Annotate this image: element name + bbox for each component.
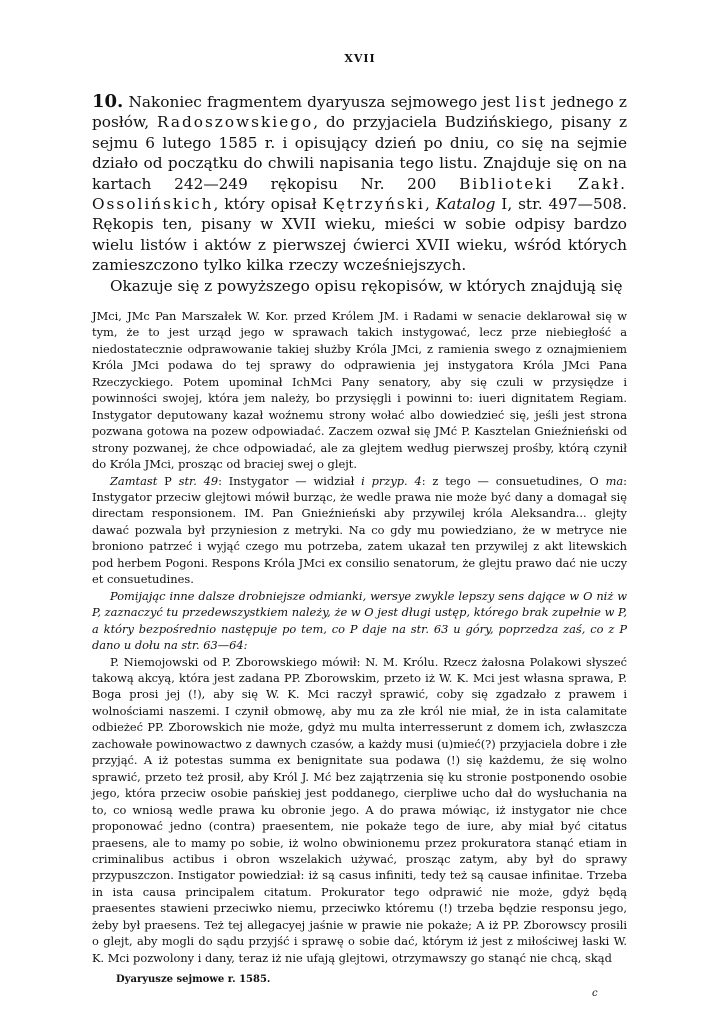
footnote-paragraph-1: JMci, JMc Pan Marszałek W. Kor. przed Królem JM. i Radami w senacie deklarował się w tym, że to jest urząd jego w sprawach takich instygować, lecz prze niebiegłość a niedostatecznie odprawowanie takiej służby Króla JMci, z ramienia swego z oznajmieniem Króla JMci podawa do tej sprawy do odprawienia jej instygatora Króla JMci Pana Rzeczyckiego. Potem upominał IchMci Pany senatory, aby się czuli w przysiędze i powinności swojej, która jem należy, bo przysięgli i powinni to: iueri dignitatem Regiam. Instygator deputowany kazał woźnemu strony wołać albo dowiedzieć się, jeśli jest strona pozwana gotowa na pozew odpowiadać. Zaczem ozwał się JMć P. Kasztelan Gnieźnieński od strony pozwanej, że chce odpowiadać, ale za glejtem według pierwszej prośby, którą czynił do Króla JMci, prosząc od braciej swej o glejt. — [92, 309, 627, 472]
spaced-library-name: Biblioteki Zakł. Ossolińskich — [92, 174, 627, 214]
text-run: : Instygator — widział — [218, 473, 362, 488]
paragraph-okazuje: Okazuje się z powyższego opisu rękopisów, w których znajdują się — [110, 276, 623, 295]
footnote-paragraph-4: P. Niemojowski od P. Zborowskiego mówił: N. M. Królu. Rzecz żałosna Polakowi słyszeć takową akcyą, która jest zadana PP. Zborowskim, przeto iż W. K. Mci jest własna sprawa, P. Boga prosi jej (!), aby się W. K. Mci raczył sprawić, coby się zgadzało z prawem i wolnościami naszemi. I czynił obmowę, aby mu za złe król nie miał, że in ista calamitate odbieżeć PP. Zborowskich nie może, gdyż mu multa interresserunt z domem ich, zwłaszcza zachowałe powinowactwo z dawnych czasów, a każdy musi (u)mieć(?) przyjaciela dobre i złe przyjąć. A iż potestas summa ex benignitate sua podawa (!) się każdemu, że się wolno sprawić, przeto też prosił, aby Król J. Mć bez zajątrzenia się ku stronie postponendo osobie jego, która przeciw osobie pańskiej jest poddanego, cierpliwe ucho dał do wysłuchania na to, co wniosą wedle prawa ku obronie jego. A do prawa mówiąc, iż instygator nie chce proponować jedno (contra) praesentem, nie pokaże tego de iure, aby miał być citatus praesens, ale to mamy po sobie, iż wolno obwinionemu przez prokuratora stanąć etiam in criminalibus actibus i obron wszelakich używać, prosząc zatym, aby był do sprawy przypuszczon. Instigator powiedział: iż są casus infiniti, tedy też są causae infinitae. Trzeba in ista causa principalem citatum. Prokurator tego odprawić nie może, gdyż będą praesentes stawieni przeciwko niemu, przeciwko któremu (!) trzeba będzie responsu jego, żeby był praesens. Też tej allegacyej jaśnie w prawie nie pokaże; A iż PP. Zborowscy prosili o glejt, aby mogli do sądu przyjść i sprawę o sobie dać, którym iż jest z miłościwej łaski W. K. Mci pozwolony i dany, teraz iż nie ufają glejtowi, otrzymawszy go stanąć nie chcą, skąd — [92, 654, 627, 965]
text-run: , który opisał — [213, 195, 323, 214]
footnote-paragraph-2 — [92, 473, 627, 588]
text-run: I, str. 497—508. Rękopis ten, pisany w XVII wieku, mieści w sobie odpisy bardzo wielu listów i aktów z pierwszej ćwierci XVII wieku, wśród których zamieszczono tylko kilka rzeczy wcześniejszych. — [92, 195, 627, 275]
footnote-paragraph-3: Pomijając inne dalsze drobniejsze odmianki, wersye zwykle lepszy sens dające w O niż w P, zaznaczyć tu przedewszystkiem należy, że w O jest długi ustęp, którego brak zupełnie w P, a który bezpośrednio następuje po tem, co P daje na str. 63 u góry, poprzedza zaś, co z P dano u dołu na str. 63—64: — [92, 588, 627, 653]
spaced-word-list: list — [515, 93, 548, 111]
text-run: : Instygator przeciw glejtowi mówił burząc, że wedle prawa nie może być dany a domagał się directam responsionem. IM. Pan Gnieźnieński aby przywilej króla Aleksandra... glejty dawać pozwala był przyniesion z metryki. Na co gdy mu powiedziano, że w metryce nie broniono patrzeć i wyjąć czego mu potrzeba, zatem ukazał ten przywilej z akt litewskich pod herbem Pogoni. Respons Króla JMci ex consilio senatorum, że glejtu prawo dać nie uczy et consuetudines. — [92, 473, 627, 587]
text-run: jednego z posłów, — [92, 93, 627, 132]
italic-run: Zamtast — [110, 473, 158, 488]
page-number: XVII — [344, 52, 376, 65]
text-run: P — [157, 473, 179, 488]
italic-katalog: Katalog — [435, 195, 496, 214]
text-run: , do przyjaciela Budzińskiego, pisany z sejmu 6 lutego 1585 r. i opisujący dzień po dniu, co się na sejmie działo od początku do chwili napisania tego listu. Znajduje się on na kartach 242—249 rękopisu Nr. 200 — [92, 113, 627, 193]
footer-sheet-mark: c — [592, 988, 598, 999]
main-text — [92, 92, 627, 296]
paragraph-number: 10. — [92, 91, 124, 112]
text-run: : z tego — consuetudines, O — [421, 473, 606, 488]
footnote-block — [92, 308, 627, 966]
paragraph-10 — [92, 92, 627, 276]
italic-run: str. 49 — [178, 473, 219, 488]
italic-run: ma — [605, 473, 624, 488]
italic-run: i przyp. 4 — [361, 473, 422, 488]
spaced-name-radoszowski: Radoszowskiego — [156, 113, 314, 132]
footer-signature: Dyaryusze sejmowe r. 1585. — [116, 974, 271, 985]
spaced-name-ketrzynski: Kętrzyński — [322, 195, 425, 214]
text-run: , — [424, 195, 436, 214]
text-run: Nakoniec fragmentem dyaryusza sejmowego jest — [123, 93, 516, 111]
